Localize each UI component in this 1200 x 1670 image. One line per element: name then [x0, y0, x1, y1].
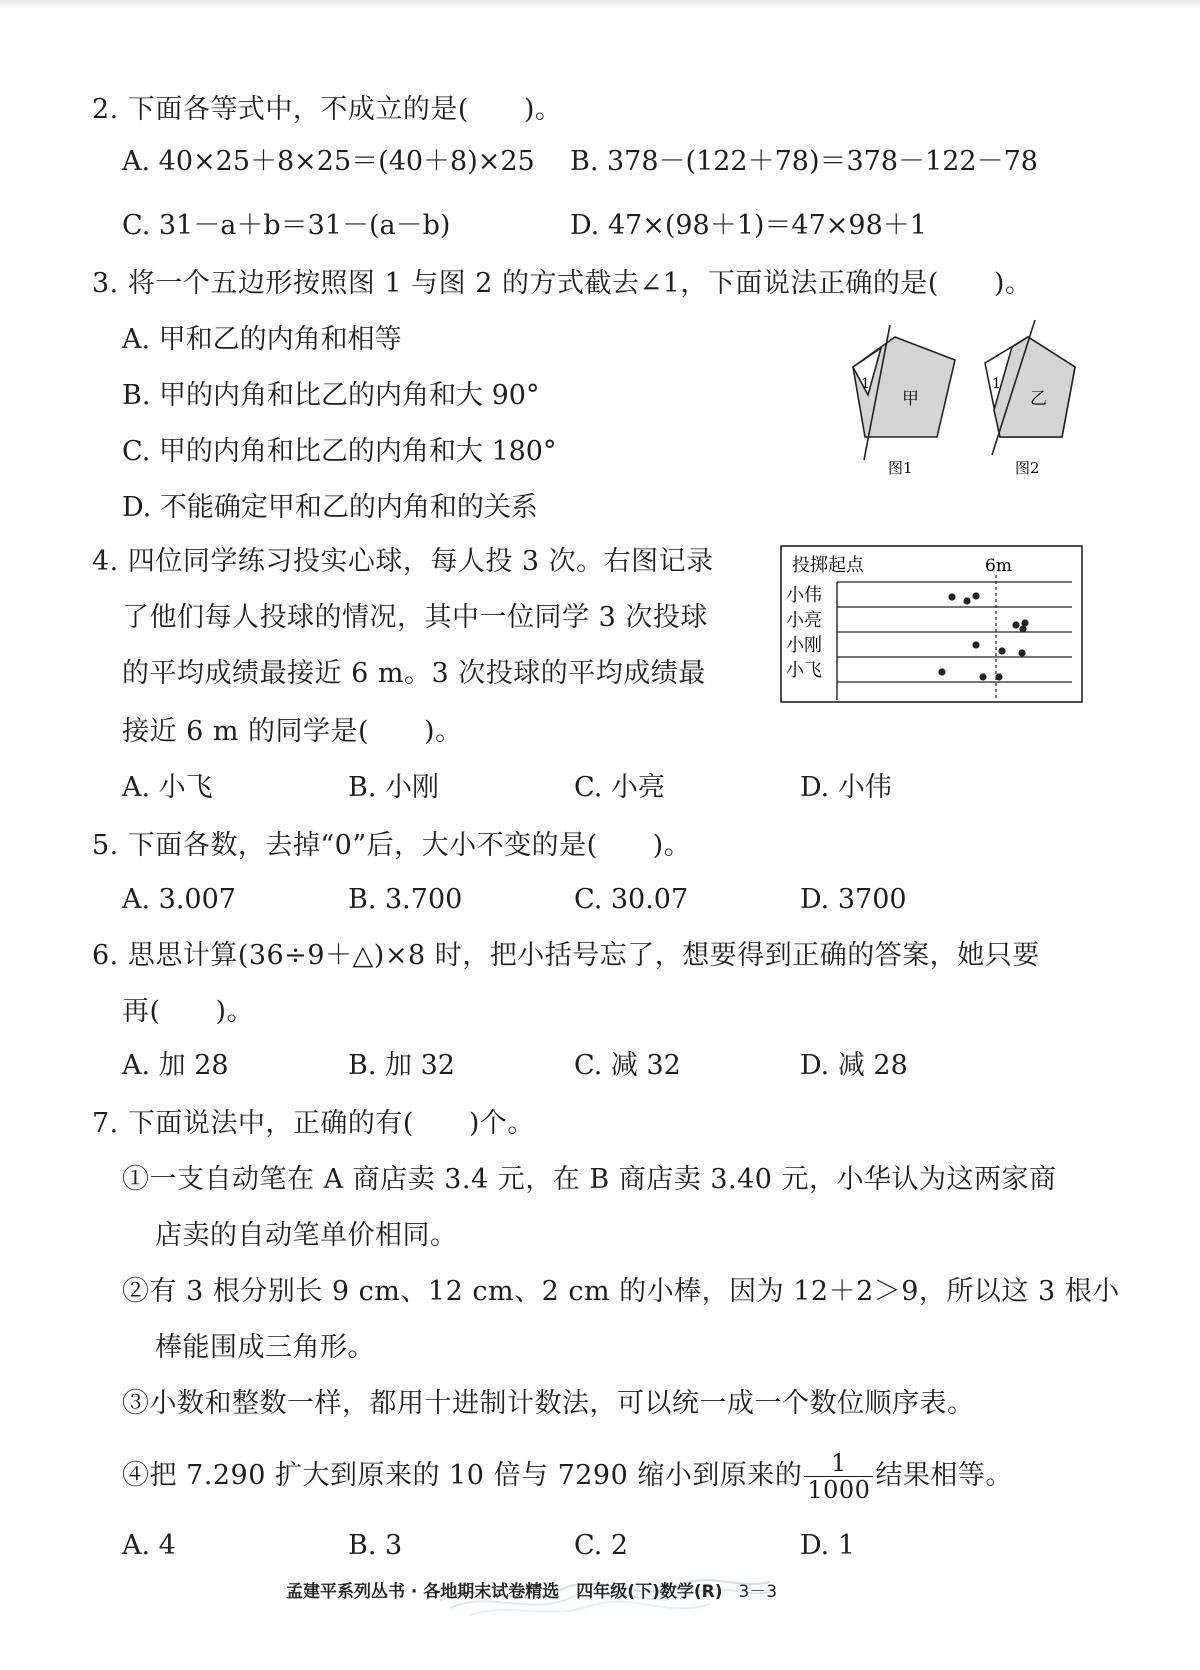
footer-series: 孟建平系列丛书 · 各地期末试卷精选 四年级(下)数学(R): [286, 1582, 723, 1602]
figure-1: [853, 325, 955, 477]
fig2-shape-label: 乙: [1030, 389, 1047, 409]
fraction-numerator: 1: [804, 1450, 873, 1477]
q2-option-d: D. 47×(98＋1)＝47×98＋1: [570, 210, 927, 241]
q7-statement-4-ending: 结果相等。: [875, 1460, 1013, 1491]
throw-point: [963, 597, 970, 604]
chart-header-label: 投掷起点: [792, 555, 864, 576]
page-footer: [286, 1577, 777, 1602]
fig1-shape-label: 甲: [902, 389, 919, 409]
q7-statement-1-line-2: 店卖的自动笔单价相同。: [155, 1220, 458, 1251]
q7-statement-4: [122, 1446, 1013, 1506]
throw-point: [1012, 621, 1019, 628]
q6-option-c: C. 减 32: [574, 1050, 681, 1081]
q7-stem: 7. 下面说法中，正确的有( )个。: [92, 1108, 535, 1139]
q2-stem: 2. 下面各等式中，不成立的是( )。: [92, 94, 563, 125]
q6-option-b: B. 加 32: [348, 1050, 455, 1081]
q3-option-a: A. 甲和乙的内角和相等: [122, 324, 402, 355]
q4-stem-line-2: 了他们每人投球的情况，其中一位同学 3 次投球: [122, 602, 708, 633]
q7-statement-1-line-1: ①一支自动笔在 A 商店卖 3.4 元，在 B 商店卖 3.40 元，小华认为这两家商: [122, 1164, 1057, 1195]
q5-option-b: B. 3.700: [348, 884, 463, 915]
q5-option-c: C. 30.07: [574, 884, 689, 915]
row-label-xiaogang: 小刚: [786, 635, 822, 656]
q3-stem: 3. 将一个五边形按照图 1 与图 2 的方式截去∠1，下面说法正确的是( )。: [92, 268, 1033, 299]
throw-point: [1019, 625, 1026, 632]
chart-6m-label: 6m: [985, 556, 1012, 576]
throw-point: [998, 647, 1005, 654]
throw-point: [938, 668, 945, 675]
q3-option-b: B. 甲的内角和比乙的内角和大 90°: [122, 380, 540, 411]
q5-stem: 5. 下面各数，去掉“0”后，大小不变的是( )。: [92, 830, 692, 861]
q4-option-b: B. 小刚: [348, 772, 440, 803]
q4-option-c: C. 小亮: [574, 772, 665, 803]
q6-stem-line-2: 再( )。: [122, 996, 255, 1027]
throw-point: [972, 592, 979, 599]
q2-option-b: B. 378－(122＋78)＝378－122－78: [570, 146, 1038, 177]
scan-edge: [0, 0, 1200, 10]
throw-point: [995, 673, 1002, 680]
throw-point: [1018, 649, 1025, 656]
row-label-xiaowei: 小伟: [786, 585, 822, 606]
q7-option-b: B. 3: [348, 1530, 403, 1561]
row-label-xiaofei: 小飞: [786, 660, 822, 681]
fig1-angle-label: 1: [861, 376, 870, 392]
q3-pentagon-figures: [840, 315, 1100, 495]
q5-option-a: A. 3.007: [122, 884, 236, 915]
q7-statement-4-text: ④把 7.290 扩大到原来的 10 倍与 7290 缩小到原来的: [122, 1460, 803, 1491]
throw-point: [948, 593, 955, 600]
q7-option-d: D. 1: [800, 1530, 856, 1561]
q4-option-d: D. 小伟: [800, 772, 892, 803]
q4-option-a: A. 小飞: [122, 772, 213, 803]
row-label-xiaoliang: 小亮: [786, 610, 822, 631]
page-number: 3－3: [738, 1582, 778, 1602]
q6-option-d: D. 减 28: [800, 1050, 908, 1081]
q7-statement-2-line-2: 棒能围成三角形。: [155, 1332, 375, 1363]
q4-stem-line-3: 的平均成绩最接近 6 m。3 次投球的平均成绩最: [122, 658, 706, 689]
q2-option-a: A. 40×25＋8×25＝(40＋8)×25: [122, 146, 535, 177]
q6-stem-line-1: 6. 思思计算(36÷9＋△)×8 时，把小括号忘了，想要得到正确的答案，她只要: [92, 940, 1040, 971]
figure-2: [985, 320, 1075, 477]
q6-option-a: A. 加 28: [122, 1050, 229, 1081]
fig2-caption: 图2: [1015, 459, 1040, 477]
q7-option-c: C. 2: [574, 1530, 629, 1561]
q4-throw-chart: [780, 545, 1085, 705]
throw-point: [972, 641, 979, 648]
q5-option-d: D. 3700: [800, 884, 907, 915]
fig2-angle-label: 1: [992, 376, 1001, 392]
q3-option-d: D. 不能确定甲和乙的内角和的关系: [122, 492, 538, 523]
q7-statement-2-line-1: ②有 3 根分别长 9 cm、12 cm、2 cm 的小棒，因为 12＋2＞9，所以这 3 根小: [122, 1276, 1120, 1307]
q3-option-c: C. 甲的内角和比乙的内角和大 180°: [122, 436, 557, 467]
q4-stem-line-1: 4. 四位同学练习投实心球，每人投 3 次。右图记录: [92, 546, 714, 577]
q2-option-c: C. 31－a＋b＝31－(a－b): [122, 210, 451, 241]
fraction-denominator: 1000: [807, 1476, 871, 1504]
q7-option-a: A. 4: [122, 1530, 176, 1561]
q4-stem-line-4: 接近 6 m 的同学是( )。: [122, 716, 463, 747]
fig1-caption: 图1: [888, 459, 913, 477]
q7-statement-3: ③小数和整数一样，都用十进制计数法，可以统一成一个数位顺序表。: [122, 1388, 975, 1419]
fraction-one-thousandth: [804, 1450, 873, 1503]
throw-point: [979, 673, 986, 680]
